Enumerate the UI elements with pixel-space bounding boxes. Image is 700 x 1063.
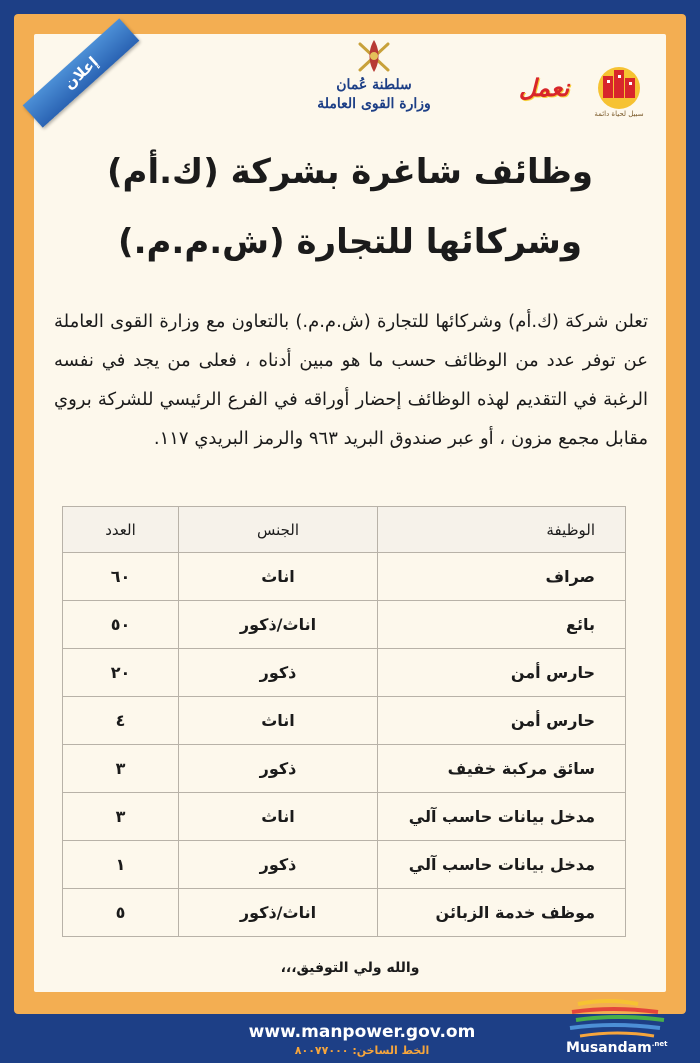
count-cell: ٥٠ bbox=[63, 601, 179, 649]
page-title-line-2: وشركائها للتجارة (ش.م.م.) bbox=[118, 222, 582, 262]
gender-cell: اناث/ذكور bbox=[179, 889, 378, 937]
table-row bbox=[63, 601, 626, 649]
job-cell: حارس أمن bbox=[378, 697, 626, 745]
footer-website-link[interactable]: www.manpower.gov.om bbox=[248, 1022, 476, 1042]
campaign-logo bbox=[589, 62, 649, 120]
count-cell: ٢٠ bbox=[63, 649, 179, 697]
job-cell: حارس أمن bbox=[378, 649, 626, 697]
count-cell: ٣ bbox=[63, 745, 179, 793]
gender-cell: اناث bbox=[179, 553, 378, 601]
gender-cell: اناث bbox=[179, 793, 378, 841]
announcement-body: تعلن شركة (ك.أم) وشركائها للتجارة (ش.م.م.) بالتعاون مع وزارة القوى العاملة عن توفر عدد من الوظائف حسب ما هو مبين أدناه ، فعلى من يجد في نفسه الرغبة في التقديم لهذه الوظائف إحضار أوراقه في الفرع الرئيسي للشركة بروي مقابل مجمع مزون ، أو عبر صندوق البريد ٩٦٣ والرمز البريدي ١١٧. bbox=[54, 311, 648, 449]
table-row bbox=[63, 841, 626, 889]
ministry-name: وزارة القوى العاملة bbox=[317, 96, 431, 112]
job-cell: بائع bbox=[378, 601, 626, 649]
brand-name: Musandam bbox=[566, 1040, 652, 1056]
ministry-logo-text bbox=[304, 76, 444, 114]
job-cell: مدخل بيانات حاسب آلي bbox=[378, 841, 626, 889]
gender-cell: ذكور bbox=[179, 745, 378, 793]
nomal-logo-text: نعمل bbox=[518, 74, 570, 102]
table-row bbox=[63, 745, 626, 793]
footer-hotline: الخط الساخن: ٨٠٠٧٧٠٠٠ bbox=[294, 1044, 430, 1057]
page-title-line-1: وظائف شاغرة بشركة (ك.أم) bbox=[107, 152, 593, 192]
vacancies-table bbox=[62, 506, 626, 937]
closing-line: والله ولي التوفيق،،، bbox=[280, 960, 420, 976]
announcement-ribbon: إعلان bbox=[23, 18, 140, 127]
table-header-row bbox=[63, 507, 626, 553]
announcement-paper bbox=[34, 34, 666, 992]
gender-cell: ذكور bbox=[179, 649, 378, 697]
campaign-logo-icon bbox=[589, 62, 649, 110]
header-count: العدد bbox=[63, 507, 179, 553]
oman-emblem-icon bbox=[354, 36, 394, 76]
table-row bbox=[63, 793, 626, 841]
count-cell: ٤ bbox=[63, 697, 179, 745]
ministry-country: سلطنة عُمان bbox=[336, 77, 412, 93]
table-row bbox=[63, 697, 626, 745]
count-cell: ١ bbox=[63, 841, 179, 889]
table-row bbox=[63, 553, 626, 601]
gender-cell: ذكور bbox=[179, 841, 378, 889]
header-job: الوظيفة bbox=[378, 507, 626, 553]
table-row bbox=[63, 889, 626, 937]
table-row bbox=[63, 649, 626, 697]
job-cell: موظف خدمة الزبائن bbox=[378, 889, 626, 937]
job-cell: صراف bbox=[378, 553, 626, 601]
count-cell: ٣ bbox=[63, 793, 179, 841]
announcement-frame bbox=[14, 14, 686, 1014]
musandam-brand-name bbox=[566, 1040, 667, 1056]
job-cell: سائق مركبة خفيف bbox=[378, 745, 626, 793]
gender-cell: اناث/ذكور bbox=[179, 601, 378, 649]
brand-suffix: .net bbox=[651, 1040, 668, 1048]
campaign-logo-caption: سبيل لحياة دائمة bbox=[594, 110, 644, 118]
header-gender: الجنس bbox=[179, 507, 378, 553]
musandam-logo-icon bbox=[568, 998, 668, 1038]
musandam-brand bbox=[558, 996, 688, 1060]
count-cell: ٥ bbox=[63, 889, 179, 937]
count-cell: ٦٠ bbox=[63, 553, 179, 601]
job-cell: مدخل بيانات حاسب آلي bbox=[378, 793, 626, 841]
nomal-logo bbox=[509, 70, 579, 112]
gender-cell: اناث bbox=[179, 697, 378, 745]
